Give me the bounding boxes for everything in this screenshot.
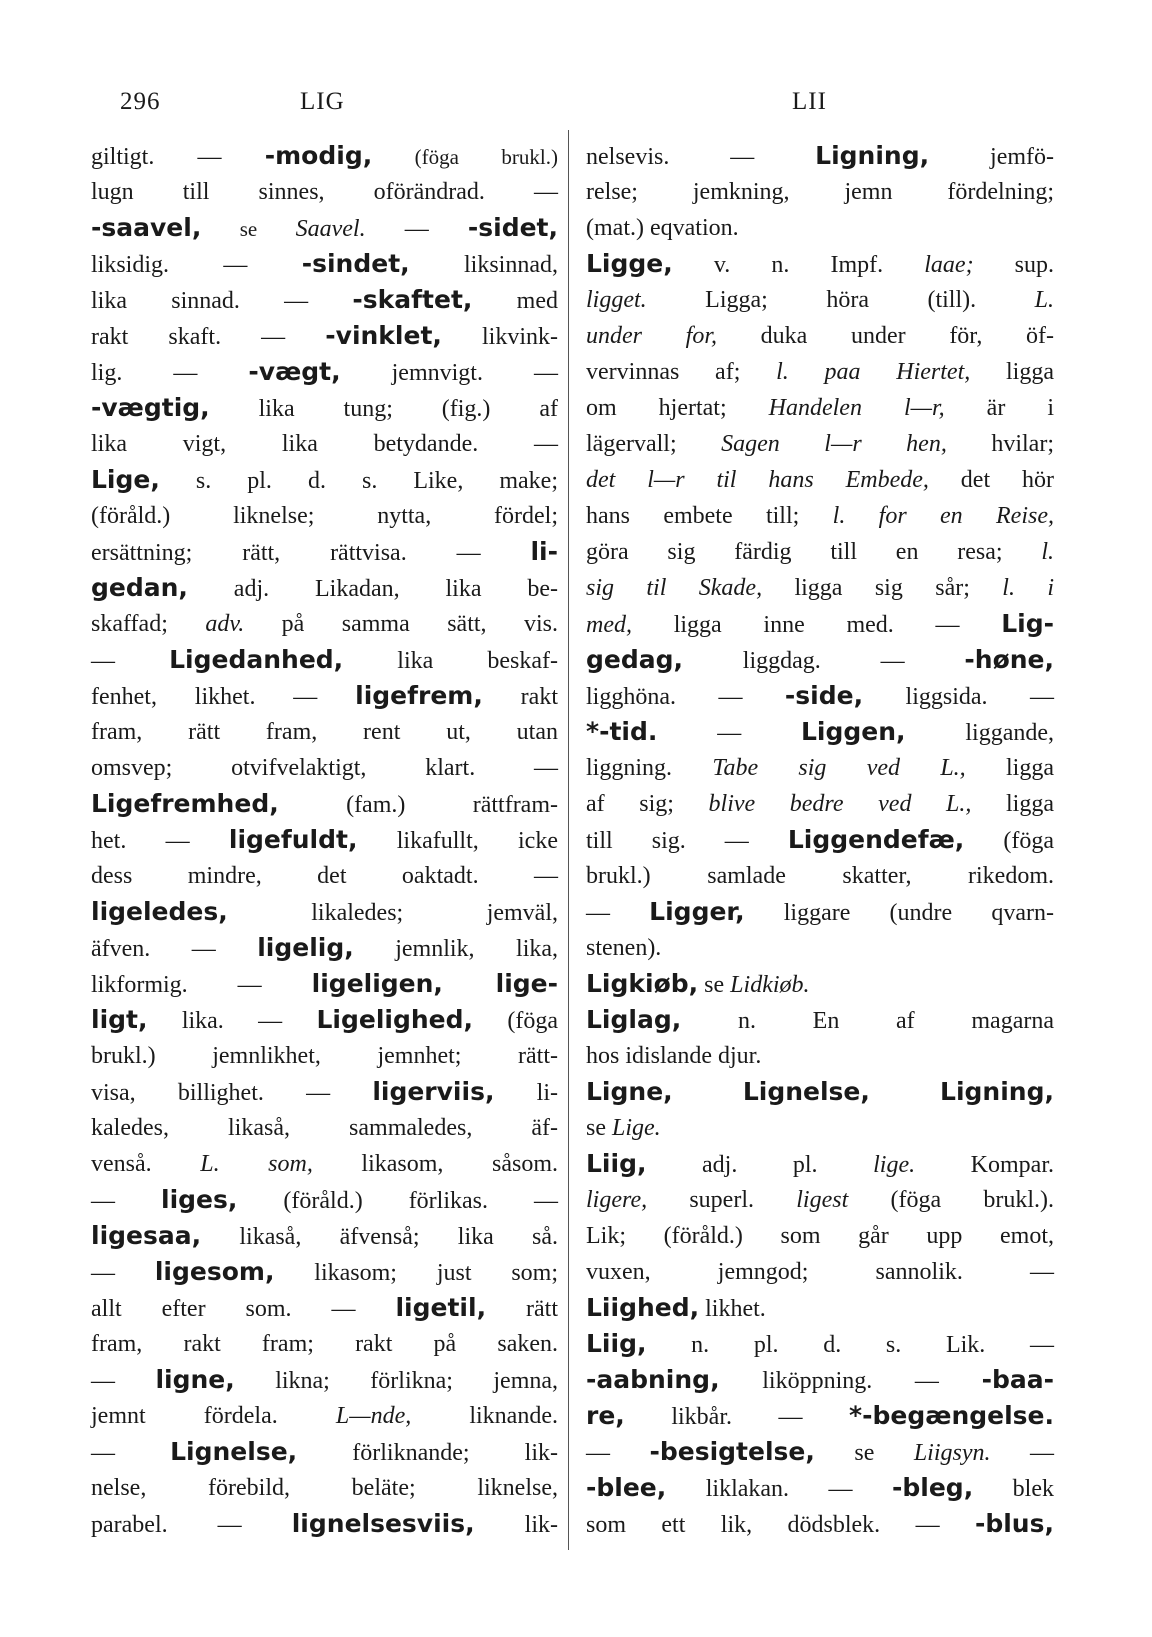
text-run: (mat.) eqvation. [586,215,739,241]
headword: -vægtig, [91,393,210,422]
text-run: jemfö- [929,144,1054,170]
text-run: blek [973,1476,1054,1502]
text-line [91,246,558,282]
text-run: lugn till sinnes, oförändrad. — [91,179,558,205]
text-run: af sig; [586,791,709,817]
text-run: v. n. Impf. [672,252,925,278]
text-line [586,1290,1054,1326]
text-run: sup. [973,252,1055,278]
text-run: vervinnas af; [586,359,777,385]
text-line [91,606,558,642]
headword: Ligger, [649,897,745,926]
text-run: likvink- [441,324,558,350]
italic-text: sig til Skade, [586,575,763,601]
text-run: kaledes, likaså, sammaledes, äf- [91,1115,558,1141]
headword: -aabning, [586,1365,720,1394]
text-run: ligga [965,755,1054,781]
text-run: liknande. [411,1403,558,1429]
headword: liges, [161,1185,238,1214]
text-line [91,318,558,354]
text-run: n. pl. d. s. Lik. — [646,1332,1054,1358]
text-run: het. — [91,828,229,854]
text-line [586,318,1054,354]
text-run: hvilar; [946,431,1054,457]
text-run: om hjertat; [586,395,769,421]
text-line [586,1182,1054,1218]
text-run: parabel. — [91,1512,292,1538]
text-run: — [586,900,650,926]
right-guide-word: LII [792,88,827,115]
text-run: lika sinnad. — [91,288,353,314]
text-run: — [657,720,801,746]
text-run: till sig. — [586,828,788,854]
headword: Lig- [1001,609,1054,638]
text-run: (föga [964,828,1054,854]
text-run: liggsida. — [863,684,1054,710]
text-run: fram, rätt fram, rent ut, utan [91,719,558,745]
text-run: liköppning. — [719,1368,982,1394]
text-run: lika tung; (fig.) af [209,396,558,422]
text-line [91,1398,558,1434]
text-run: — [365,216,468,242]
text-run: — [91,648,170,674]
text-run: jemnlik, lika, [353,936,559,962]
text-line [91,1038,558,1074]
text-line [586,642,1054,678]
text-run: med [472,288,558,314]
headword: re, [586,1401,625,1430]
text-run: nelse, förebild, beläte; liknelse, [91,1475,558,1501]
text-run: på samma sätt, vis. [244,611,558,637]
text-line [586,1074,1054,1110]
italic-text: adv. [205,611,245,637]
text-run: likasom, såsom. [312,1151,558,1177]
column-divider [568,130,569,1550]
text-run: Kompar. [915,1152,1054,1178]
page-number: 296 [120,88,161,115]
headword: ligefrem, [355,681,483,710]
text-line [586,282,1054,318]
text-line [586,390,1054,426]
text-line [91,678,558,714]
text-run: fenhet, likhet. — [91,684,356,710]
headword: ligt, [91,1005,148,1034]
italic-text: l. for en Reise, [832,503,1054,529]
text-line [91,1110,558,1146]
headword: -høne, [964,645,1054,674]
text-run: ligga sig sår; [762,575,1003,601]
headword: Ligkiøb, [586,969,699,998]
text-line [91,1218,558,1254]
text-line [91,1470,558,1506]
headword: Ligning, [815,141,930,170]
text-line [586,1362,1054,1398]
text-run: adj. Likadan, lika be- [187,576,558,602]
headword: Liglag, [586,1005,682,1034]
headword: -blus, [974,1509,1054,1538]
headword: ligeligen, lige- [311,969,558,998]
headword: lignelsesviis, [291,1509,475,1538]
headword: Ligedanhed, [169,645,344,674]
headword: Liig, [586,1149,647,1178]
text-line [586,966,1054,1002]
italic-text: l. paa Hiertet, [776,359,971,385]
headword: -blee, [586,1473,667,1502]
italic-text: Liigsyn. [913,1440,991,1466]
left-column [91,138,558,1542]
headword: -modig, [264,141,373,170]
text-run: likaså, äfvenså; lika så. [201,1224,558,1250]
headword: ligne, [155,1365,235,1394]
text-line [91,210,558,246]
text-line [586,1146,1054,1182]
text-line [586,1218,1054,1254]
text-line [586,750,1054,786]
text-run: se [698,972,731,998]
text-line [91,462,558,498]
text-run: likaledes; jemväl, [227,900,558,926]
text-run: liksinnad, [409,252,559,278]
text-run: liksidig. — [91,252,302,278]
text-line [91,930,558,966]
headword: Ligelighed, [316,1005,474,1034]
text-line [586,678,1054,714]
text-run: vuxen, jemngod; sannolik. — [586,1259,1054,1285]
text-line [91,1362,558,1398]
text-line [586,138,1054,174]
text-run: se [814,1440,914,1466]
italic-text: laae; [924,252,974,278]
italic-text: Saavel. [295,216,366,242]
text-run: ligga [970,359,1054,385]
text-line [91,1506,558,1542]
text-run: jemnvigt. — [340,360,558,386]
text-line [586,570,1054,606]
text-line [91,534,558,570]
headword: -vægt, [248,357,341,386]
text-run: likbår. — [624,1404,850,1430]
headword: Liggendefæ, [787,825,965,854]
headword: Liighed, [586,1293,700,1322]
text-line [586,1110,1054,1146]
italic-text: blive bedre ved L., [708,791,972,817]
text-run: lika vigt, lika betydande. — [91,431,558,457]
headword: Ligge, [586,249,673,278]
text-line [91,570,558,606]
text-run: likafullt, icke [357,828,558,854]
text-run: rätt [486,1296,559,1322]
text-run: liggande, [905,720,1054,746]
text-line [91,174,558,210]
text-run: lig. — [91,360,249,386]
text-run: visa, billighet. — [91,1080,373,1106]
headword: -baa- [981,1365,1054,1394]
text-line [586,1002,1054,1038]
text-line [91,1254,558,1290]
italic-text: det l—r til hans Embede, [586,467,929,493]
headword: -bleg, [892,1473,974,1502]
headword: Ligefremhed, [91,789,279,818]
text-line [586,1038,1054,1074]
text-run: venså. [91,1151,201,1177]
text-run: n. En af magarna [681,1008,1054,1034]
text-run: s. pl. d. s. Like, make; [159,468,558,494]
text-line [91,858,558,894]
italic-text: L. [1034,287,1054,313]
text-run: giltigt. — [91,144,265,170]
italic-text: Tabe sig ved L., [712,755,966,781]
text-line [91,498,558,534]
text-run: Ligga; höra (till). [646,287,1035,313]
text-line [91,822,558,858]
text-run: brukl.) samlade skatter, rikedom. [586,863,1054,889]
text-run: fram, rakt fram; rakt på saken. [91,1331,558,1357]
text-run: ligga [971,791,1054,817]
text-run: se [201,217,296,241]
italic-text: l. i [1002,575,1054,601]
text-line [586,426,1054,462]
text-run: (föga brukl.) [372,145,558,169]
text-run: — [91,1368,156,1394]
headword: -side, [784,681,864,710]
text-line [586,210,1054,246]
headword: *-begængelse. [849,1401,1054,1430]
text-run: ligghöna. — [586,684,785,710]
text-line [586,894,1054,930]
text-run: — [91,1188,162,1214]
headword: ligesaa, [91,1221,202,1250]
text-run: Lik; (föråld.) som går upp emot, [586,1223,1054,1249]
text-run: allt efter som. — [91,1296,396,1322]
text-line [586,1398,1054,1434]
text-line [91,1182,558,1218]
headword: ligefuldt, [228,825,358,854]
text-run: rakt [482,684,558,710]
text-line [91,1326,558,1362]
text-line [586,174,1054,210]
headword: -sidet, [467,213,558,242]
italic-text: L—nde, [335,1403,412,1429]
text-line [91,426,558,462]
text-run: duka under för, öf- [717,323,1054,349]
text-run: som ett lik, dödsblek. — [586,1512,975,1538]
text-run: liklakan. — [666,1476,892,1502]
text-run: lik- [474,1512,559,1538]
text-line [91,750,558,786]
italic-text: L. som, [200,1151,313,1177]
headword: gedag, [586,645,684,674]
text-run: lika. — [147,1008,317,1034]
headword: Ligne, Lignelse, Ligning, [586,1077,1054,1106]
text-run: likhet. [699,1296,766,1322]
text-run: är i [944,395,1055,421]
text-line [91,354,558,390]
headword: li- [530,537,558,566]
headword: Liggen, [801,717,906,746]
text-line [91,282,558,318]
text-run: äfven. — [91,936,258,962]
text-line [586,1254,1054,1290]
headword: Lignelse, [170,1437,298,1466]
text-line [586,1470,1054,1506]
italic-text: l. [1041,539,1054,565]
headword: -skaftet, [352,285,473,314]
text-run: adj. pl. [646,1152,874,1178]
headword: *-tid. [586,717,658,746]
italic-text: Lidkiøb. [730,972,810,998]
text-run: likasom; just som; [274,1260,559,1286]
text-line [91,966,558,1002]
headword: ligeledes, [91,897,228,926]
text-line [586,534,1054,570]
text-line [91,1434,558,1470]
text-run: hos idislande djur. [586,1043,762,1069]
text-line [91,1002,558,1038]
text-run: lägervall; [586,431,722,457]
text-line [91,1074,558,1110]
text-run: — [586,1440,650,1466]
text-run: liggare (undre qvarn- [744,900,1054,926]
text-run: (fam.) rättfram- [278,792,558,818]
text-run: brukl.) jemnlikhet, jemnhet; rätt- [91,1043,558,1069]
text-line [586,354,1054,390]
text-line [586,786,1054,822]
text-line [586,498,1054,534]
text-run: stenen). [586,935,662,961]
text-run: likna; förlikna; jemna, [234,1368,559,1394]
text-run: relse; jemkning, jemn fördelning; [586,179,1054,205]
text-line [586,1506,1054,1542]
italic-text: Handelen l—r, [768,395,945,421]
running-header [0,88,1152,128]
text-run: ersättning; rätt, rättvisa. — [91,540,531,566]
italic-text: under for, [586,323,718,349]
text-run: skaffad; [91,611,206,637]
text-line [91,1146,558,1182]
text-line [586,246,1054,282]
text-line [91,894,558,930]
headword: ligesom, [154,1257,275,1286]
text-run: superl. [647,1187,797,1213]
text-run: (föråld.) liknelse; nytta, fördel; [91,503,558,529]
headword: -saavel, [91,213,202,242]
italic-text: lige. [873,1152,916,1178]
text-line [586,858,1054,894]
italic-text: ligere, [586,1187,648,1213]
headword: gedan, [91,573,188,602]
headword: ligetil, [395,1293,487,1322]
text-line [91,390,558,426]
headword: -vinklet, [325,321,442,350]
text-run: liggdag. — [683,648,965,674]
headword: -besigtelse, [649,1437,815,1466]
text-run: det hör [928,467,1055,493]
text-run: rakt skaft. — [91,324,326,350]
text-run: li- [494,1080,558,1106]
text-line [586,606,1054,642]
text-run: — [91,1440,171,1466]
text-run: — [990,1440,1054,1466]
text-run: göra sig färdig till en resa; [586,539,1042,565]
text-line [91,1290,558,1326]
text-line [91,714,558,750]
headword: Lige, [91,465,160,494]
text-run: lika beskaf- [343,648,558,674]
text-run: se [586,1115,612,1141]
text-run: jemnt fördela. [91,1403,336,1429]
text-run: förliknande; lik- [297,1440,559,1466]
text-run: likformig. — [91,972,312,998]
text-line [91,786,558,822]
text-line [91,138,558,174]
text-run: omsvep; otvifvelaktigt, klart. — [91,755,558,781]
right-column [586,138,1054,1542]
text-line [586,714,1054,750]
italic-text: Lige. [612,1115,661,1141]
headword: -sindet, [301,249,410,278]
italic-text: med, [586,612,632,638]
headword: Liig, [586,1329,647,1358]
text-line [586,930,1054,966]
text-run: liggning. [586,755,713,781]
text-run: dess mindre, det oaktadt. — [91,863,558,889]
italic-text: ligget. [586,287,647,313]
headword: ligelig, [257,933,354,962]
text-line [586,822,1054,858]
left-guide-word: LIG [300,88,345,115]
text-run: (föga [473,1008,558,1034]
text-line [586,1434,1054,1470]
text-line [586,1326,1054,1362]
text-run: ligga inne med. — [631,612,1002,638]
headword: ligerviis, [372,1077,495,1106]
text-run: nelsevis. — [586,144,816,170]
text-run: hans embete till; [586,503,833,529]
text-line [91,642,558,678]
text-run: (föga brukl.). [848,1187,1054,1213]
text-run: — [91,1260,155,1286]
text-run: (föråld.) förlikas. — [237,1188,559,1214]
italic-text: Sagen l—r hen, [721,431,947,457]
italic-text: ligest [796,1187,849,1213]
text-line [586,462,1054,498]
